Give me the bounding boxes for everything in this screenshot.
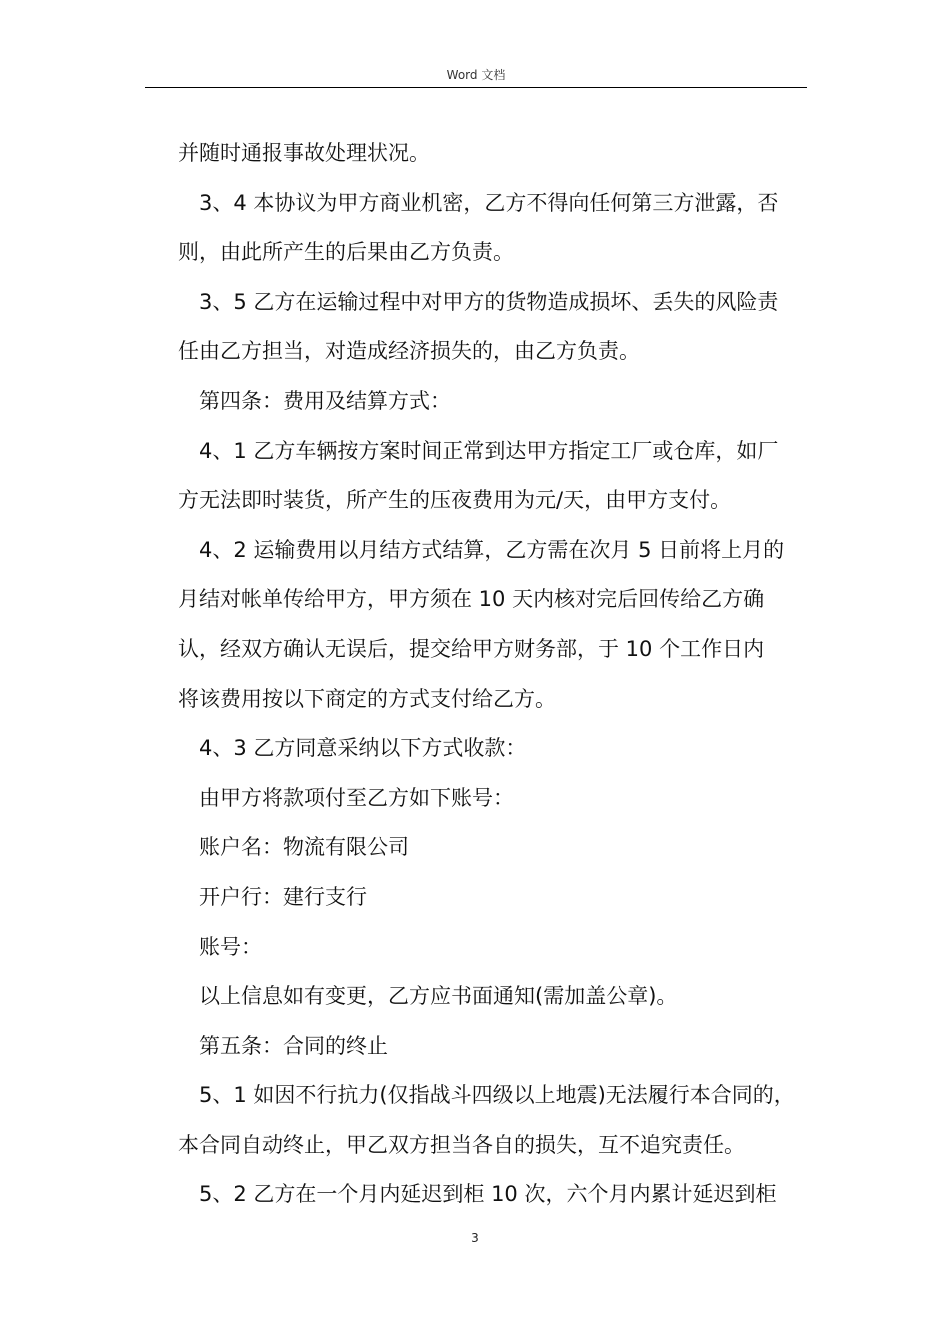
text-line: 将该费用按以下商定的方式支付给乙方。	[178, 686, 556, 711]
text-line: 3、5 乙方在运输过程中对甲方的货物造成损坏、丢失的风险责	[199, 289, 779, 314]
text-line: 3、4 本协议为甲方商业机密，乙方不得向任何第三方泄露，否	[199, 190, 779, 215]
section-heading: 第五条：合同的终止	[199, 1033, 388, 1058]
text-line: 则，由此所产生的后果由乙方负责。	[178, 240, 514, 265]
text-line: 以上信息如有变更，乙方应书面通知(需加盖公章)。	[199, 984, 678, 1009]
bank-line: 开户行：建行支行	[199, 884, 367, 909]
text-line: 4、1 乙方车辆按方案时间正常到达甲方指定工厂或仓库，如厂	[199, 438, 779, 463]
account-number-line: 账号：	[199, 934, 262, 959]
account-name-line: 账户名：物流有限公司	[199, 835, 409, 860]
document-body	[178, 130, 806, 1221]
text-line: 认，经双方确认无误后，提交给甲方财务部，于 10 个工作日内	[178, 636, 765, 661]
text-line: 本合同自动终止，甲乙双方担当各自的损失，互不追究责任。	[178, 1132, 745, 1157]
text-line: 4、3 乙方同意采纳以下方式收款：	[199, 736, 527, 761]
header-divider	[145, 87, 807, 88]
text-line: 5、1 如因不行抗力(仅指战斗四级以上地震)无法履行本合同的，	[199, 1083, 795, 1108]
text-line: 由甲方将款项付至乙方如下账号：	[199, 785, 514, 810]
text-line: 方无法即时装货，所产生的压夜费用为元/天，由甲方支付。	[178, 488, 732, 513]
text-line: 并随时通报事故处理状况。	[178, 141, 430, 165]
text-line: 5、2 乙方在一个月内延迟到柜 10 次，六个月内累计延迟到柜	[199, 1182, 777, 1207]
text-line: 任由乙方担当，对造成经济损失的，由乙方负责。	[178, 339, 640, 364]
page-header: Word 文档	[446, 68, 506, 82]
section-heading: 第四条：费用及结算方式：	[199, 388, 451, 413]
page-number: 3	[471, 1231, 479, 1245]
text-line: 4、2 运输费用以月结方式结算，乙方需在次月 5 日前将上月的	[199, 537, 785, 562]
text-line: 月结对帐单传给甲方，甲方须在 10 天内核对完后回传给乙方确	[178, 587, 765, 612]
